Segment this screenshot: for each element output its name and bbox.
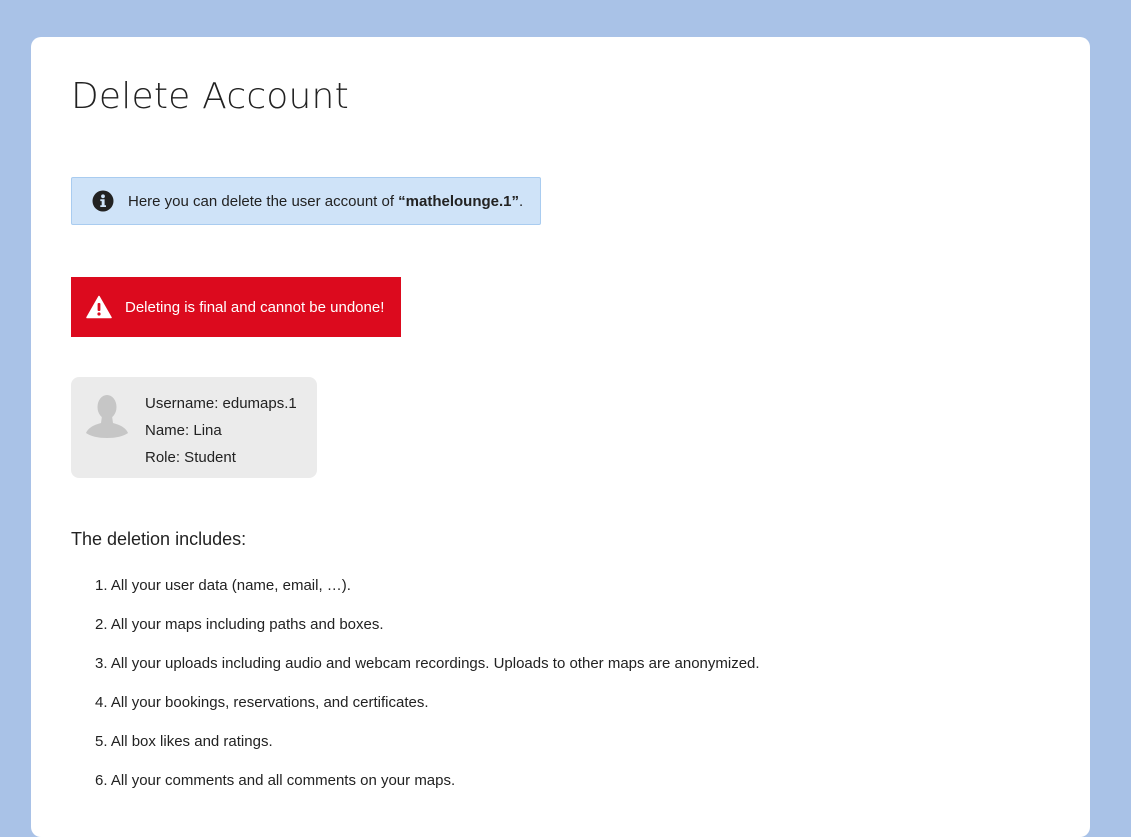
user-silhouette-icon [85,392,129,438]
info-notice [71,177,541,225]
user-info [145,390,297,471]
list-item [71,770,760,809]
page-title: Delete Account [71,76,349,117]
warning-notice [71,277,401,337]
list-item [71,731,760,770]
info-text [128,193,523,210]
list-item-text: All box likes and ratings. [110,733,273,750]
list-item [71,653,760,692]
list-item-number: 6. [95,772,108,789]
list-item-text: All your bookings, reservations, and certificates. [110,694,429,711]
list-item-number: 5. [95,733,108,750]
warning-triangle-icon [86,295,112,319]
list-item [71,692,760,731]
main-card [31,37,1090,837]
user-card [71,377,317,478]
user-name: Name: Lina [145,422,222,439]
list-item-number: 3. [95,655,108,672]
info-text-suffix: . [519,192,524,210]
list-item-text: All your comments and all comments on your maps. [110,772,456,789]
deletion-heading: The deletion includes: [71,529,247,549]
list-item-number: 2. [95,616,108,633]
info-circle-icon [92,190,114,212]
account-name: “mathelounge.1” [398,192,520,210]
list-item-number: 1. [95,577,108,594]
deletion-list [71,575,760,809]
user-role: Role: Student [145,449,236,466]
list-item-text: All your uploads including audio and webcam recordings. Uploads to other maps are anonymized. [110,655,760,672]
info-text-prefix: Here you can delete the user account of [128,192,399,210]
warning-text: Deleting is final and cannot be undone! [125,298,385,316]
list-item-number: 4. [95,694,108,711]
list-item [71,575,760,614]
list-item-text: All your user data (name, email, …). [110,577,351,594]
user-username: Username: edumaps.1 [145,395,297,412]
list-item-text: All your maps including paths and boxes. [110,616,384,633]
list-item [71,614,760,653]
